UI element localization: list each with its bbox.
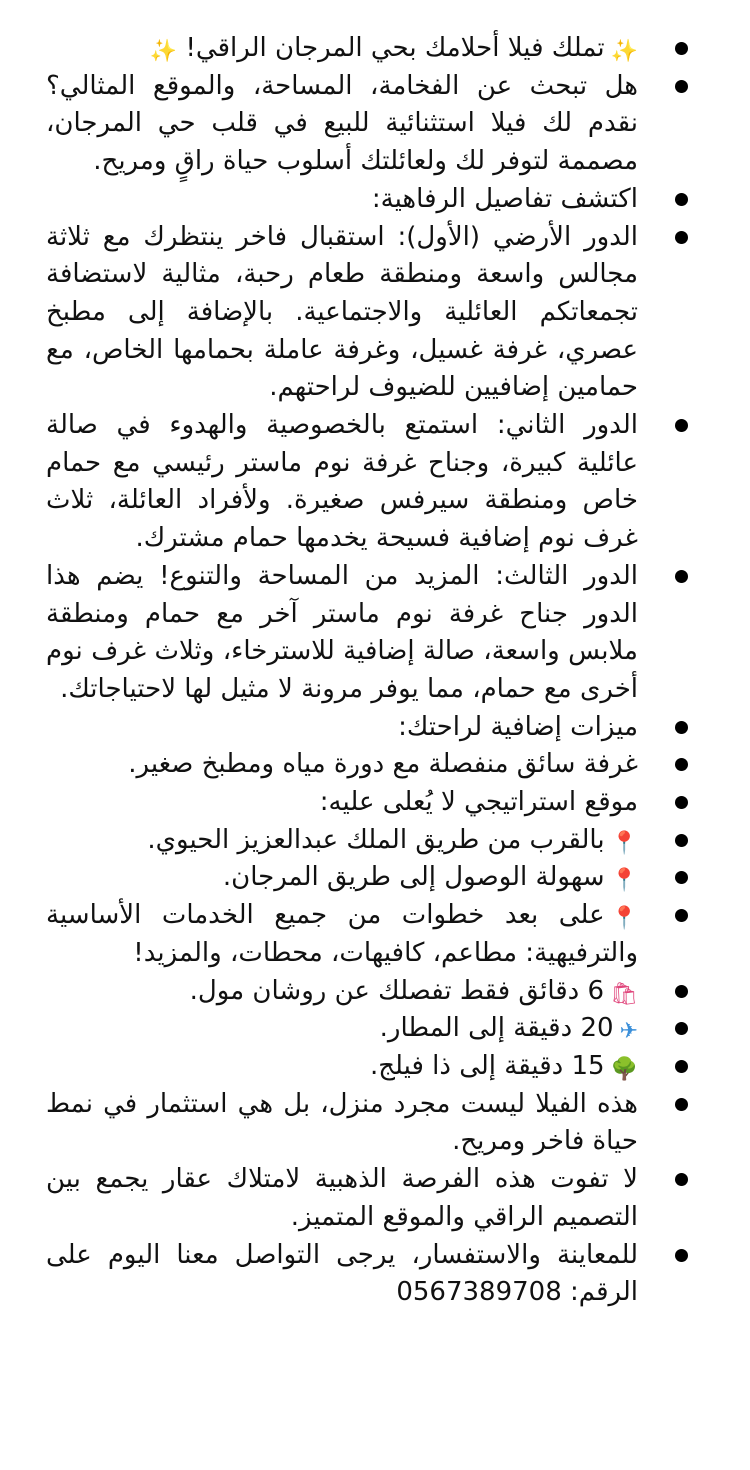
item-text: هذه الفيلا ليست مجرد منزل، بل هي استثمار في نمط حياة فاخر ومريح.	[46, 1088, 638, 1157]
list-item	[40, 746, 710, 784]
list-item	[40, 973, 710, 1011]
list-item	[40, 407, 710, 558]
tree-icon: 🌳	[610, 1056, 638, 1082]
bullet-icon	[675, 1098, 688, 1111]
list-item	[40, 709, 710, 747]
bullet-icon	[675, 419, 688, 432]
item-text: سهولة الوصول إلى طريق المرجان.	[222, 862, 605, 893]
bullet-icon	[675, 796, 688, 809]
bullet-icon	[675, 909, 688, 922]
bullet-icon	[675, 871, 688, 884]
shopping-bags-icon: 🛍	[610, 981, 638, 1007]
bullet-icon	[675, 834, 688, 847]
pin-icon: 📍	[610, 830, 638, 856]
bullet-icon	[675, 1249, 688, 1262]
item-text: تملك فيلا أحلامك بحي المرجان الراقي!	[185, 33, 605, 63]
list-item	[40, 219, 710, 408]
sparkles-icon: ✨	[149, 39, 178, 64]
item-text: الدور الثاني: استمتع بالخصوصية والهدوء في صالة عائلية كبيرة، وجناح غرفة نوم ماستر رئيسي مع حمام خاص ومنطقة سيرفس صغيرة. ولأفراد العائلة، ثلاث غرف نوم إضافية فسيحة يخدمها حمام مشترك.	[46, 410, 638, 554]
list-item	[40, 1010, 710, 1048]
bullet-icon	[675, 1060, 688, 1073]
list-item	[40, 181, 710, 219]
list-item	[40, 784, 710, 822]
bullet-icon	[675, 985, 688, 998]
item-text: 20 دقيقة إلى المطار.	[379, 1013, 614, 1044]
list-item	[40, 558, 710, 709]
list-item	[40, 822, 710, 860]
item-text: غرفة سائق منفصلة مع دورة مياه ومطبخ صغير.	[128, 749, 638, 780]
list-item	[40, 1048, 710, 1086]
list-item	[40, 1086, 710, 1161]
item-text: موقع استراتيجي لا يُعلى عليه:	[319, 787, 638, 818]
list-item	[40, 859, 710, 897]
bullet-icon	[675, 758, 688, 771]
bullet-icon	[675, 1022, 688, 1035]
item-text: اكتشف تفاصيل الرفاهية:	[371, 183, 638, 214]
bullet-icon	[675, 231, 688, 244]
item-text: بالقرب من طريق الملك عبدالعزيز الحيوي.	[147, 824, 605, 855]
item-text: هل تبحث عن الفخامة، المساحة، والموقع المثالي؟ نقدم لك فيلا استثنائية للبيع في قلب حي المرجان، مصممة لتوفر لك ولعائلتك أسلوب حياة راقٍ ومريح.	[46, 70, 638, 177]
item-text: الدور الأرضي (الأول): استقبال فاخر ينتظرك مع ثلاثة مجالس واسعة ومنطقة طعام رحبة، مثالية لاستضافة تجمعاتكم العائلية والاجتماعية. بالإضافة إلى مطبخ عصري، غرفة غسيل، وغرفة عاملة بحمامها الخاص، مع حمامين إضافيين للضيوف لراحتهم.	[46, 221, 638, 403]
bullet-icon	[675, 80, 688, 93]
list-item	[40, 897, 710, 972]
bullet-icon	[675, 193, 688, 206]
bullet-icon	[675, 1173, 688, 1186]
bullet-list	[40, 30, 710, 1312]
bullet-icon	[675, 721, 688, 734]
bullet-icon	[675, 570, 688, 583]
item-text: 6 دقائق فقط تفصلك عن روشان مول.	[189, 975, 605, 1006]
pin-icon: 📍	[610, 868, 638, 894]
item-text: للمعاينة والاستفسار، يرجى التواصل معنا اليوم على الرقم: 0567389708	[46, 1239, 638, 1308]
item-text: لا تفوت هذه الفرصة الذهبية لامتلاك عقار يجمع بين التصميم الراقي والموقع المتميز.	[46, 1164, 638, 1232]
list-item	[40, 30, 710, 68]
sparkles-icon: ✨	[610, 39, 638, 64]
list-item	[40, 68, 710, 181]
item-text: الدور الثالث: المزيد من المساحة والتنوع! يضم هذا الدور جناح غرفة نوم ماستر آخر مع حمام ومنطقة ملابس واسعة، صالة إضافية للاسترخاء، وثلاث غرف نوم أخرى مع حمام، مما يوفر مرونة لا مثيل لها لاحتياجاتك.	[46, 560, 638, 704]
item-text: على بعد خطوات من جميع الخدمات الأساسية والترفيهية: مطاعم، كافيهات، محطات، والمزيد!	[46, 900, 638, 968]
airplane-icon: ✈	[619, 1019, 638, 1045]
item-text: 15 دقيقة إلى ذا فيلج.	[369, 1050, 605, 1081]
pin-icon: 📍	[610, 906, 638, 932]
bullet-icon	[675, 42, 688, 55]
list-item	[40, 1237, 710, 1312]
list-item	[40, 1161, 710, 1236]
item-text: ميزات إضافية لراحتك:	[398, 711, 638, 742]
